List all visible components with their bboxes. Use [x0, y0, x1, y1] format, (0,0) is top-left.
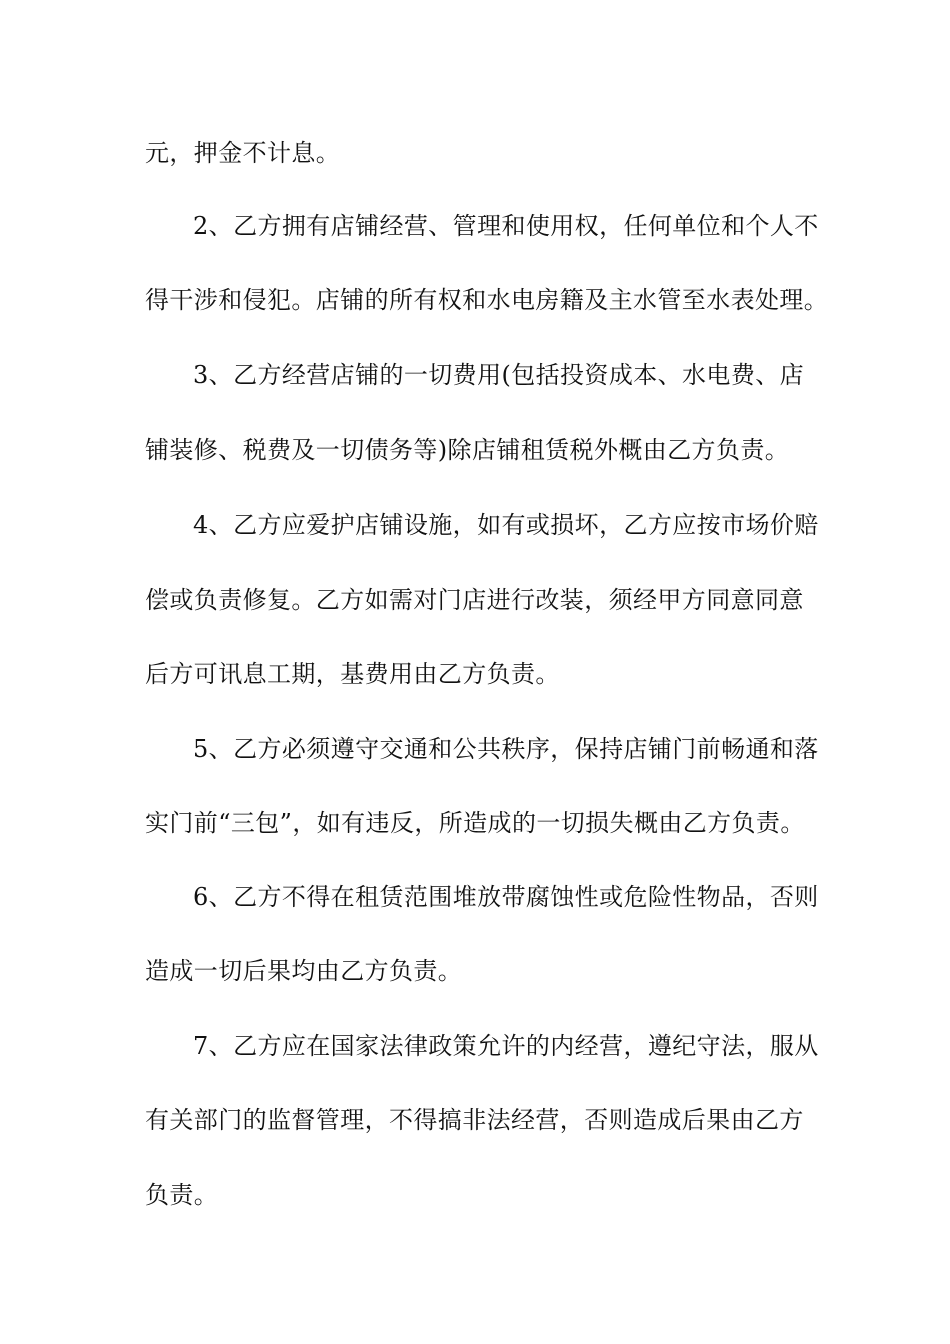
- clause-3-line-2: 铺装修、税费及一切债务等)除店铺租赁税外概由乙方负责。: [145, 436, 790, 464]
- clause-7-line-1: 7、乙方应在国家法律政策允许的内经营，遵纪守法，服从: [193, 1032, 819, 1060]
- clause-7-line-2: 有关部门的监督管理，不得搞非法经营，否则造成后果由乙方: [145, 1106, 804, 1134]
- clause-2-line-1: 2、乙方拥有店铺经营、管理和使用权，任何单位和个人不: [193, 212, 819, 240]
- clause-2-line-2: 得干涉和侵犯。店铺的所有权和水电房籍及主水管至水表处理。: [145, 286, 829, 314]
- clause-6-line-2: 造成一切后果均由乙方负责。: [145, 957, 463, 985]
- clause-3-line-1: 3、乙方经营店铺的一切费用(包括投资成本、水电费、店: [193, 361, 805, 389]
- clause-4-line-1: 4、乙方应爱护店铺设施，如有或损坏，乙方应按市场价赔: [193, 511, 819, 539]
- clause-4-line-2: 偿或负责修复。乙方如需对门店进行改装，须经甲方同意同意: [145, 586, 804, 614]
- clause-5-line-2: 实门前“三包”，如有违反，所造成的一切损失概由乙方负责。: [145, 809, 805, 837]
- clause-4-line-3: 后方可讯息工期，基费用由乙方负责。: [145, 660, 560, 688]
- clause-6-line-1: 6、乙方不得在租赁范围堆放带腐蚀性或危险性物品，否则: [193, 883, 819, 911]
- clause-7-line-3: 负责。: [145, 1181, 219, 1209]
- text-line: 元，押金不计息。: [145, 139, 341, 167]
- clause-5-line-1: 5、乙方必须遵守交通和公共秩序，保持店铺门前畅通和落: [193, 735, 819, 763]
